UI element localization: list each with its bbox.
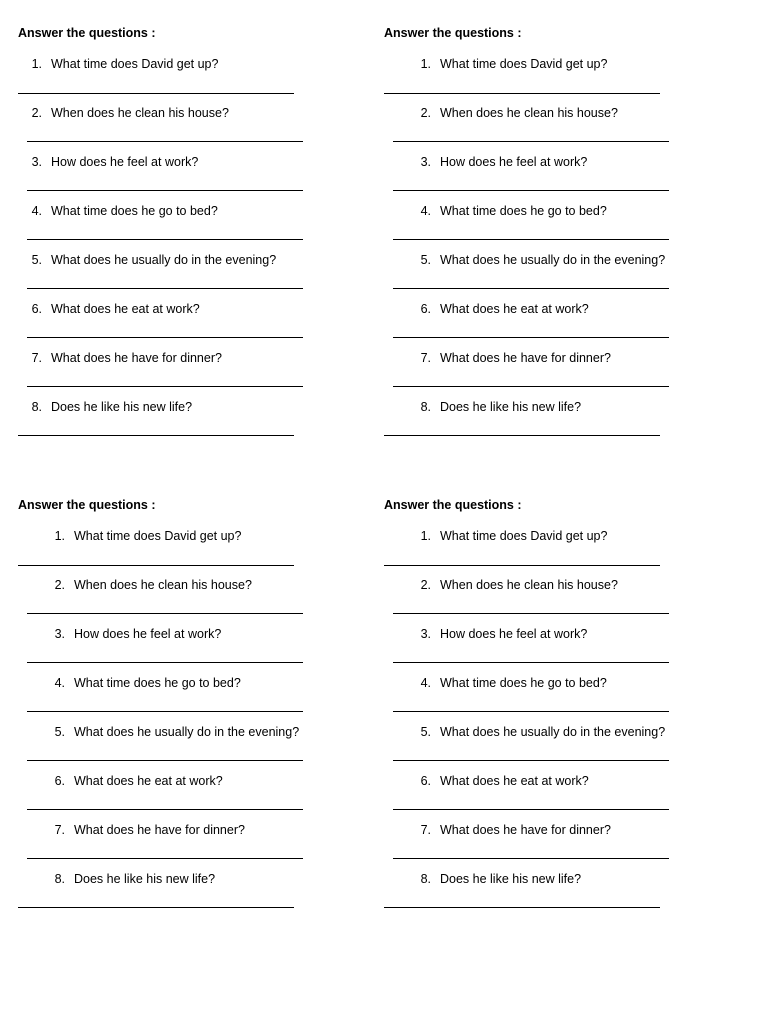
question-number: 6. bbox=[54, 774, 65, 788]
question-number: 7. bbox=[54, 823, 65, 837]
question-number: 2. bbox=[420, 106, 431, 120]
section-heading: Answer the questions : bbox=[18, 498, 156, 512]
question-text: How does he feel at work? bbox=[440, 155, 588, 169]
answer-line[interactable] bbox=[27, 662, 303, 663]
worksheet-block-top-left bbox=[0, 0, 340, 440]
answer-line[interactable] bbox=[27, 613, 303, 614]
answer-line[interactable] bbox=[27, 711, 303, 712]
answer-line[interactable] bbox=[393, 760, 669, 761]
question-number: 6. bbox=[31, 302, 42, 316]
question-text: What time does David get up? bbox=[74, 529, 242, 543]
question-text: When does he clean his house? bbox=[51, 106, 229, 120]
worksheet-block-bottom-right bbox=[366, 472, 706, 912]
question-text: What time does he go to bed? bbox=[440, 204, 607, 218]
question-text: What does he eat at work? bbox=[74, 774, 223, 788]
question-text: When does he clean his house? bbox=[74, 578, 252, 592]
question-number: 3. bbox=[31, 155, 42, 169]
question-number: 3. bbox=[420, 155, 431, 169]
answer-line[interactable] bbox=[393, 288, 669, 289]
answer-line[interactable] bbox=[393, 337, 669, 338]
answer-line[interactable] bbox=[27, 190, 303, 191]
answer-line[interactable] bbox=[393, 711, 669, 712]
question-text: What time does he go to bed? bbox=[440, 676, 607, 690]
question-number: 8. bbox=[420, 872, 431, 886]
answer-line[interactable] bbox=[18, 435, 294, 436]
question-number: 4. bbox=[54, 676, 65, 690]
answer-line[interactable] bbox=[18, 565, 294, 566]
question-text: What time does David get up? bbox=[440, 529, 608, 543]
question-text: What does he usually do in the evening? bbox=[440, 253, 666, 267]
answer-line[interactable] bbox=[384, 93, 660, 94]
question-number: 6. bbox=[420, 774, 431, 788]
question-text: What does he usually do in the evening? bbox=[74, 725, 300, 739]
answer-line[interactable] bbox=[18, 93, 294, 94]
worksheet-block-top-right bbox=[366, 0, 706, 440]
answer-line[interactable] bbox=[27, 288, 303, 289]
section-heading: Answer the questions : bbox=[384, 498, 522, 512]
question-number: 8. bbox=[420, 400, 431, 414]
question-number: 8. bbox=[54, 872, 65, 886]
section-heading: Answer the questions : bbox=[18, 26, 156, 40]
question-number: 3. bbox=[54, 627, 65, 641]
answer-line[interactable] bbox=[27, 386, 303, 387]
question-number: 1. bbox=[420, 57, 431, 71]
question-text: How does he feel at work? bbox=[440, 627, 588, 641]
question-number: 7. bbox=[31, 351, 42, 365]
question-text: What does he have for dinner? bbox=[440, 823, 611, 837]
question-number: 1. bbox=[31, 57, 42, 71]
question-text: What time does David get up? bbox=[440, 57, 608, 71]
question-text: What time does he go to bed? bbox=[51, 204, 218, 218]
question-text: What does he usually do in the evening? bbox=[51, 253, 277, 267]
question-text: Does he like his new life? bbox=[440, 400, 582, 414]
answer-line[interactable] bbox=[393, 613, 669, 614]
question-text: When does he clean his house? bbox=[440, 106, 618, 120]
question-number: 1. bbox=[54, 529, 65, 543]
question-number: 7. bbox=[420, 351, 431, 365]
answer-line[interactable] bbox=[393, 386, 669, 387]
answer-line[interactable] bbox=[27, 337, 303, 338]
answer-line[interactable] bbox=[393, 141, 669, 142]
question-number: 1. bbox=[420, 529, 431, 543]
question-text: How does he feel at work? bbox=[51, 155, 199, 169]
answer-line[interactable] bbox=[27, 760, 303, 761]
question-number: 2. bbox=[31, 106, 42, 120]
question-number: 5. bbox=[420, 725, 431, 739]
question-text: What does he have for dinner? bbox=[51, 351, 222, 365]
question-number: 2. bbox=[54, 578, 65, 592]
question-text: What does he have for dinner? bbox=[440, 351, 611, 365]
question-number: 4. bbox=[420, 676, 431, 690]
answer-line[interactable] bbox=[18, 907, 294, 908]
answer-line[interactable] bbox=[27, 141, 303, 142]
answer-line[interactable] bbox=[393, 858, 669, 859]
question-text: Does he like his new life? bbox=[440, 872, 582, 886]
question-number: 8. bbox=[31, 400, 42, 414]
question-number: 5. bbox=[54, 725, 65, 739]
question-text: Does he like his new life? bbox=[51, 400, 193, 414]
answer-line[interactable] bbox=[393, 239, 669, 240]
question-text: Does he like his new life? bbox=[74, 872, 216, 886]
question-text: What does he usually do in the evening? bbox=[440, 725, 666, 739]
answer-line[interactable] bbox=[27, 858, 303, 859]
question-number: 5. bbox=[31, 253, 42, 267]
question-number: 4. bbox=[31, 204, 42, 218]
question-text: What does he eat at work? bbox=[51, 302, 200, 316]
question-text: What does he eat at work? bbox=[440, 774, 589, 788]
question-number: 4. bbox=[420, 204, 431, 218]
answer-line[interactable] bbox=[27, 809, 303, 810]
answer-line[interactable] bbox=[384, 907, 660, 908]
answer-line[interactable] bbox=[27, 239, 303, 240]
answer-line[interactable] bbox=[384, 435, 660, 436]
question-text: What time does he go to bed? bbox=[74, 676, 241, 690]
worksheet-block-bottom-left bbox=[0, 472, 340, 912]
question-number: 6. bbox=[420, 302, 431, 316]
question-number: 7. bbox=[420, 823, 431, 837]
answer-line[interactable] bbox=[384, 565, 660, 566]
section-heading: Answer the questions : bbox=[384, 26, 522, 40]
question-text: How does he feel at work? bbox=[74, 627, 222, 641]
question-number: 5. bbox=[420, 253, 431, 267]
answer-line[interactable] bbox=[393, 809, 669, 810]
question-number: 2. bbox=[420, 578, 431, 592]
question-text: What does he eat at work? bbox=[440, 302, 589, 316]
answer-line[interactable] bbox=[393, 190, 669, 191]
answer-line[interactable] bbox=[393, 662, 669, 663]
question-number: 3. bbox=[420, 627, 431, 641]
question-text: What does he have for dinner? bbox=[74, 823, 245, 837]
question-text: What time does David get up? bbox=[51, 57, 219, 71]
question-text: When does he clean his house? bbox=[440, 578, 618, 592]
